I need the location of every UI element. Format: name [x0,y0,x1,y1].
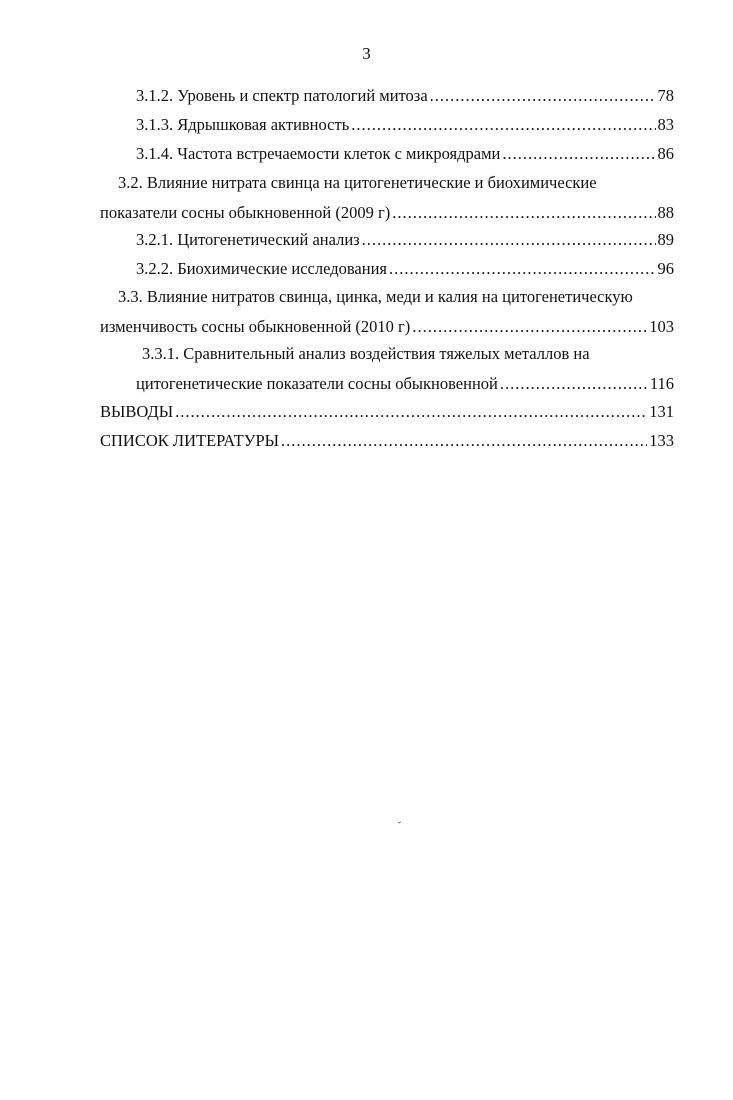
dot-leader [362,230,656,250]
toc-entry-title: СПИСОК ЛИТЕРАТУРЫ [100,431,280,450]
toc-entry-page: 83 [657,115,674,134]
page-number: 3 [362,44,371,63]
toc-entry-title-line1: 3.3. Влияние нитратов свинца, цинка, меди и калия на цитогенетическую [118,287,633,306]
toc-entry-title: 3.1.2. Уровень и спектр патологий митоза [136,86,428,105]
dot-leader [502,144,655,164]
toc-entry-3-3-1[interactable] [136,344,674,394]
toc-entry-3-1-3[interactable] [136,115,674,135]
toc-entry-title-line1: 3.2. Влияние нитрата свинца на цитогенетические и биохимические [118,173,597,192]
toc-entry-title-line2: цитогенетические показатели сосны обыкновенной [136,374,498,393]
toc-entry-title-line2: показатели сосны обыкновенной (2009 г) [100,203,391,222]
toc-entry-3-2-2[interactable] [136,259,674,279]
toc-entry-title-line1: 3.3.1. Сравнительный анализ воздействия тяжелых металлов на [142,344,590,363]
dot-leader [412,317,647,337]
dot-leader [392,203,655,223]
dot-leader [430,86,656,106]
toc-entry-title: 3.1.4. Частота встречаемости клеток с микроядрами [136,144,501,163]
toc-entry-page: 131 [649,402,674,421]
toc-entry-title-line2: изменчивость сосны обыкновенной (2010 г) [100,317,411,336]
toc-entry-3-2[interactable] [100,173,674,223]
toc-entry-references[interactable] [100,431,674,451]
toc-entry-3-2-1[interactable] [136,230,674,250]
toc-entry-page: 116 [649,374,674,393]
dot-leader [175,402,647,422]
toc-entry-page: 96 [657,259,674,278]
dot-leader [281,431,647,451]
toc-entry-title: 3.1.3. Ядрышковая активность [136,115,350,134]
toc-entry-page: 86 [657,144,674,163]
toc-entry-page: 88 [657,203,674,222]
dot-leader [389,259,655,279]
dot-leader [500,374,648,394]
dot-leader [351,115,655,135]
toc-entry-title: 3.2.2. Биохимические исследования [136,259,388,278]
toc-entry-page: 133 [649,431,674,450]
toc-entry-title: 3.2.1. Цитогенетический анализ [136,230,360,249]
toc-entry-3-1-2[interactable] [136,86,674,106]
toc-entry-conclusions[interactable] [100,402,674,422]
toc-entry-3-1-4[interactable] [136,144,674,164]
toc-entry-title: ВЫВОДЫ [100,402,174,421]
toc-entry-page: 78 [657,86,674,105]
toc-entry-page: 103 [649,317,674,336]
toc-entry-3-3[interactable] [100,287,674,337]
toc-entry-page: 89 [657,230,674,249]
